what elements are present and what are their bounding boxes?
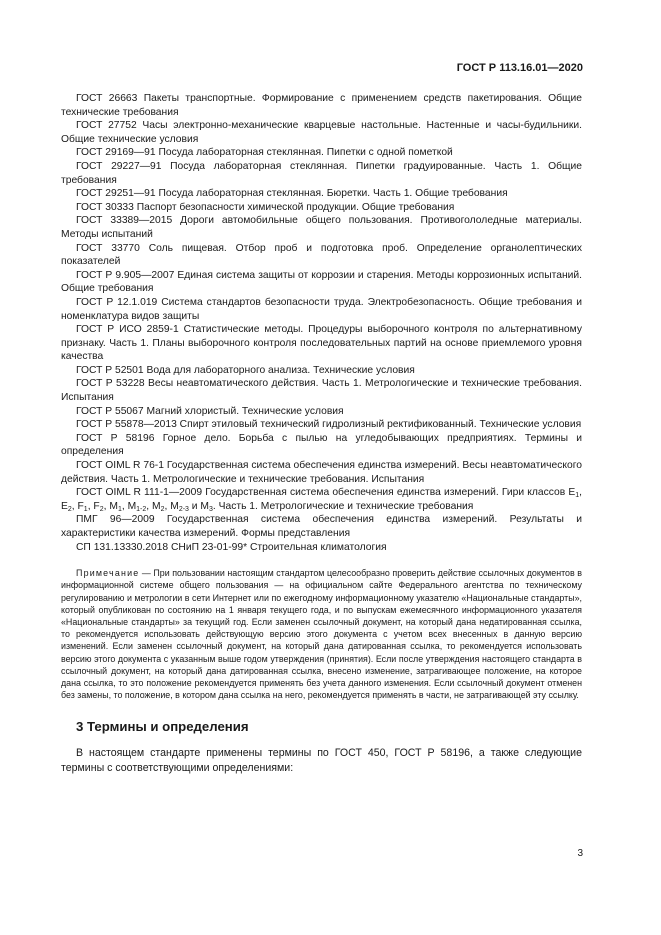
note-block <box>61 567 582 701</box>
reference-item: ГОСТ Р 55067 Магний хлористый. Технические условия <box>76 405 344 417</box>
page-number: 3 <box>577 848 583 859</box>
note-text: — При пользовании настоящим стандартом целесообразно проверить действие ссылочных документов в информационной системе общего пользования — на официальном сайте Федерального агентства по техническому регулированию и метрологии в сети Интернет или по ежегодному информационному указателю «Национальные стандарты», который опубликован по состоянию на 1 января текущего года, и по выпускам ежемесячного информационного указателя «Национальные стандарты» за текущий год. Если заменен ссылочный документ, на который дана недатированная ссылка, то рекомендуется использовать действующую версию этого документа с учетом всех внесенных в данную версию изменений. Если заменен ссылочный документ, на который дана датированная ссылка, то рекомендуется использовать версию этого документа с указанным выше годом утверждения (принятия). Если после утверждения настоящего стандарта в ссылочный документ, на который дана датированная ссылка, внесено изменение, затрагивающее положение, на которое дана ссылка, то это положение рекомендуется применять без учета данного изменения. Если ссылочный документ отменен без замены, то положение, в котором дана ссылка на него, рекомендуется применять в части, не затрагивающей эту ссылку. <box>61 568 582 701</box>
ref-text: , M <box>103 500 118 512</box>
reference-item: ГОСТ Р 58196 Горное дело. Борьба с пылью на угледобывающих предприятиях. Термины и определения <box>61 432 582 458</box>
reference-item: ГОСТ 33770 Соль пищевая. Отбор проб и подготовка проб. Определение органолептических показателей <box>61 242 582 268</box>
ref-text: и M <box>188 500 209 512</box>
reference-item: ГОСТ Р 9.905—2007 Единая система защиты от коррозии и старения. Методы коррозионных испытаний. Общие требования <box>61 269 582 295</box>
ref-text: , E <box>61 487 582 512</box>
subscript: 2 <box>99 505 104 513</box>
ref-text: , M <box>164 500 179 512</box>
reference-item: ГОСТ 33389—2015 Дороги автомобильные общего пользования. Противогололедные материалы. Методы испытаний <box>61 215 582 240</box>
reference-item: ГОСТ 29169—91 Посуда лабораторная стеклянная. Пипетки с одной пометкой <box>76 147 453 159</box>
subscript: 2 <box>160 505 165 513</box>
reference-item: СП 131.13330.2018 СНиП 23-01-99* Строительная климатология <box>76 541 387 553</box>
subscript: 1 <box>83 505 88 513</box>
ref-text: , M <box>121 500 137 512</box>
subscript: 3 <box>209 505 213 513</box>
subscript: 1-2 <box>136 505 147 513</box>
ref-text: ГОСТ OIML R 111-1—2009 Государственная система обеспечения единства измерений. Гири классов E <box>76 487 576 499</box>
section-title: 3 Термины и определения <box>76 719 249 735</box>
reference-item: ГОСТ Р 12.1.019 Система стандартов безопасности труда. Электробезопасность. Общие требования и номенклатура видов защиты <box>61 296 582 322</box>
reference-item-weights <box>61 486 582 513</box>
ref-text: , M <box>146 500 161 512</box>
reference-item: ГОСТ 26663 Пакеты транспортные. Формирование с применением средств пакетирования. Общие технические требования <box>61 93 582 118</box>
subscript: 1 <box>575 492 580 500</box>
section-paragraph: В настоящем стандарте применены термины по ГОСТ 450, ГОСТ Р 58196, а также следующие термины с соответствующими определениями: <box>61 747 582 775</box>
subscript: 2 <box>67 505 72 513</box>
reference-item: ГОСТ Р ИСО 2859-1 Статистические методы. Процедуры выборочного контроля по альтернативному признаку. Часть 1. Планы выборочного контроля последовательных партий на основе приемлемого уровня качества <box>61 324 582 363</box>
document-header: ГОСТ Р 113.16.01—2020 <box>456 62 583 74</box>
subscript: 1 <box>117 505 122 513</box>
subscript: 2-3 <box>178 505 189 513</box>
reference-item: ГОСТ 30333 Паспорт безопасности химической продукции. Общие требования <box>76 201 455 213</box>
normative-references-list <box>61 92 582 554</box>
reference-item: ГОСТ Р 53228 Весы неавтоматического действия. Часть 1. Метрологические и технические требования. Испытания <box>61 378 582 404</box>
reference-item: ГОСТ 29227—91 Посуда лабораторная стеклянная. Пипетки градуированные. Часть 1. Общие требования <box>61 160 582 186</box>
page-content <box>61 92 582 776</box>
ref-text: , F <box>87 500 100 512</box>
reference-item: ГОСТ 29251—91 Посуда лабораторная стеклянная. Бюретки. Часть 1. Общие требования <box>76 188 508 200</box>
ref-text: , F <box>71 500 84 512</box>
reference-item: ГОСТ Р 52501 Вода для лабораторного анализа. Технические условия <box>76 364 415 376</box>
reference-item: ГОСТ 27752 Часы электронно-механические кварцевые настольные. Настенные и часы-будильники. Общие технические условия <box>61 120 582 145</box>
reference-item: ГОСТ OIML R 76-1 Государственная система обеспечения единства измерений. Весы неавтоматического действия. Часть 1. Метрологические и технические требования. Испытания <box>61 460 582 485</box>
reference-item: ПМГ 96—2009 Государственная система обеспечения единства измерений. Результаты и характеристики качества измерений. Формы представления <box>61 514 582 539</box>
note-label: Примечание <box>76 568 140 579</box>
reference-item: ГОСТ Р 55878—2013 Спирт этиловый технический гидролизный ректификованный. Технические условия <box>76 419 582 431</box>
ref-text: . Часть 1. Метрологические и технические требования <box>212 500 474 512</box>
